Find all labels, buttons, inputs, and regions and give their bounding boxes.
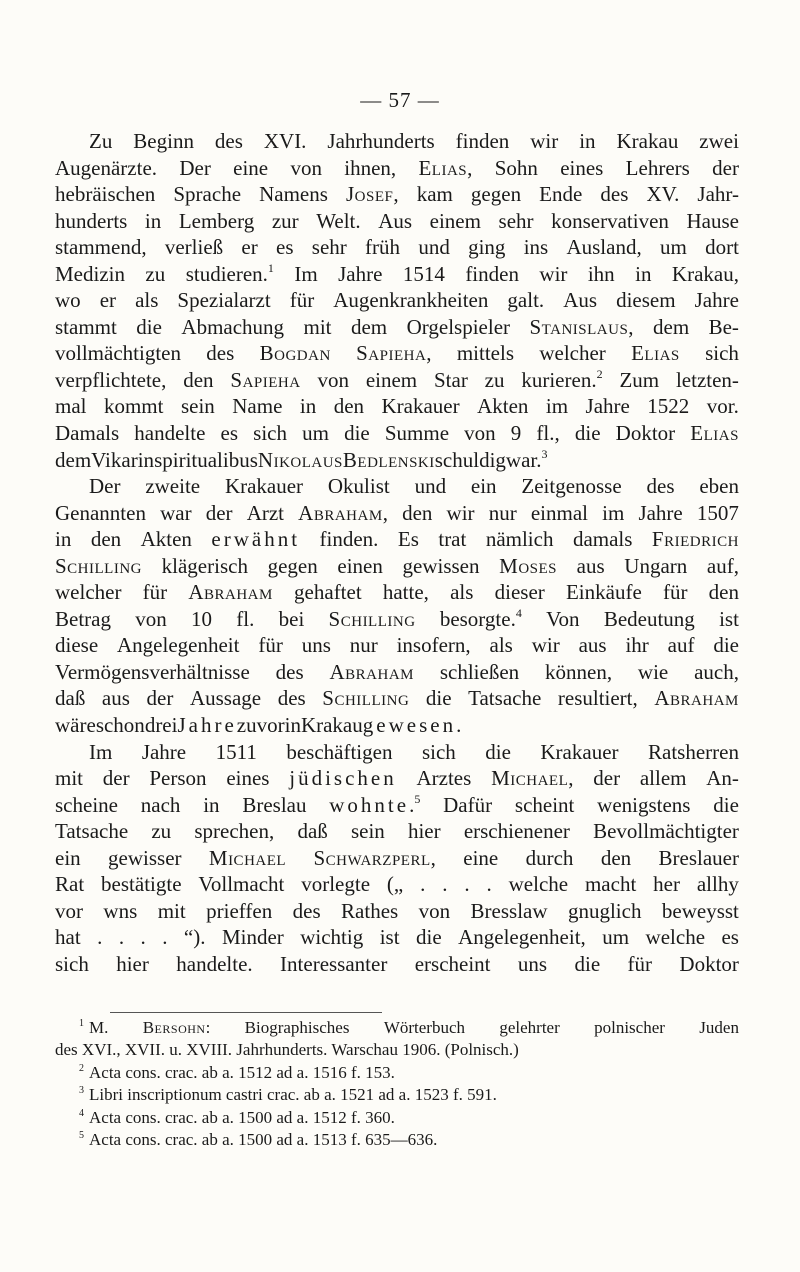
text-line: Rat bestätigte Vollmacht vorlegte („ . . . . welche macht her allhy — [55, 872, 739, 897]
text-line: scheine nach in Breslau wohnte.$^5$ Dafür scheint wenigstens die — [55, 791, 739, 817]
text-line: Betrag von 10 fl. bei Schilling besorgte.$^4$ Von Bedeutung ist — [55, 605, 739, 631]
text-line: stammend, verließ er es sehr früh und ging ins Ausland, um dort — [55, 235, 739, 260]
text-line: hebräischen Sprache Namens Josef, kam gegen Ende des XV. Jahr- — [55, 182, 739, 207]
text-line: vor wns mit prieffen des Rathes von Bresslaw gnuglich beweysst — [55, 898, 739, 923]
text-line: Genannten war der Arzt Abraham, den wir nur einmal im Jahre 1507 — [55, 500, 739, 525]
footnote: $^5$ Acta cons. crac. ab a. 1500 ad a. 1513 f. 635—636. — [79, 1129, 438, 1149]
text-line: wo er als Spezialarzt für Augenkrankheiten galt. Aus diesem Jahre — [55, 288, 739, 313]
text-line: mal kommt sein Name in den Krakauer Akten im Jahre 1522 vor. — [55, 394, 739, 419]
text-line: Vermögensverhältnisse des Abraham schließen können, wie auch, — [55, 659, 739, 684]
footnote: des XVI., XVII. u. XVIII. Jahrhunderts. Warschau 1906. (Polnisch.) — [55, 1040, 519, 1060]
text-line: Im Jahre 1511 beschäftigen sich die Krakauer Ratsherren — [89, 739, 739, 764]
text-line: daß aus der Aussage des Schilling die Tatsache resultiert, Abraham — [55, 686, 739, 711]
text-line: Augenärzte. Der eine von ihnen, Elias, Sohn eines Lehrers der — [55, 155, 739, 180]
text-line: dem Vikar in spiritualibus Nikolaus Bedlenski schuldig war.$^3$ — [55, 446, 548, 472]
footnote: $^2$ Acta cons. crac. ab a. 1512 ad a. 1516 f. 153. — [79, 1062, 395, 1082]
text-line: verpflichtete, den Sapieha von einem Star zu kurieren.$^2$ Zum letzten- — [55, 366, 739, 392]
footnote-divider — [110, 1012, 382, 1013]
text-line: stammt die Abmachung mit dem Orgelspieler Stanislaus, dem Be- — [55, 314, 739, 339]
page-number: — 57 — — [360, 88, 440, 112]
footnote: $^3$ Libri inscriptionum castri crac. ab a. 1521 ad a. 1523 f. 591. — [79, 1085, 497, 1105]
text-line: vollmächtigten des Bogdan Sapieha, mittels welcher Elias sich — [55, 341, 739, 366]
text-line: mit der Person eines jüdischen Arztes Michael, der allem An- — [55, 766, 739, 791]
footnote: $^4$ Acta cons. crac. ab a. 1500 ad a. 1512 f. 360. — [79, 1107, 395, 1127]
text-line: Der zweite Krakauer Okulist und ein Zeitgenosse des eben — [89, 474, 739, 499]
body-text — [55, 128, 739, 978]
text-line: Schilling klägerisch gegen einen gewissen Moses aus Ungarn auf, — [55, 553, 739, 578]
text-line: Tatsache zu sprechen, daß sein hier erschienener Bevollmächtigter — [55, 819, 739, 844]
text-line: Zu Beginn des XVI. Jahrhunderts finden wir in Krakau zwei — [89, 129, 739, 153]
text-line: in den Akten erwähnt finden. Es trat nämlich damals Friedrich — [55, 527, 739, 552]
footnote: $^1$ M. Bersohn: Biographisches Wörterbuch gelehrter polnischer Juden — [79, 1018, 739, 1037]
footnotes — [55, 1017, 739, 1151]
text-line: Damals handelte es sich um die Summe von 9 fl., die Doktor Elias — [55, 421, 739, 446]
text-line: hat . . . . “). Minder wichtig ist die Angelegenheit, um welche es — [55, 925, 739, 950]
text-line: sich hier handelte. Interessanter erscheint uns die für Doktor — [55, 951, 739, 976]
text-line: welcher für Abraham gehaftet hatte, als dieser Einkäufe für den — [55, 580, 739, 605]
text-line: wäre schon drei Jahre zuvor in Krakau gewesen. — [55, 713, 462, 738]
text-line: ein gewisser Michael Schwarzperl, eine durch den Breslauer — [55, 845, 739, 870]
text-line: diese Angelegenheit für uns nur insofern, als wir aus ihr auf die — [55, 633, 739, 658]
text-line: Medizin zu studieren.$^1$ Im Jahre 1514 finden wir ihn in Krakau, — [55, 260, 739, 286]
text-line: hunderts in Lemberg zur Welt. Aus einem sehr konservativen Hause — [55, 208, 739, 233]
